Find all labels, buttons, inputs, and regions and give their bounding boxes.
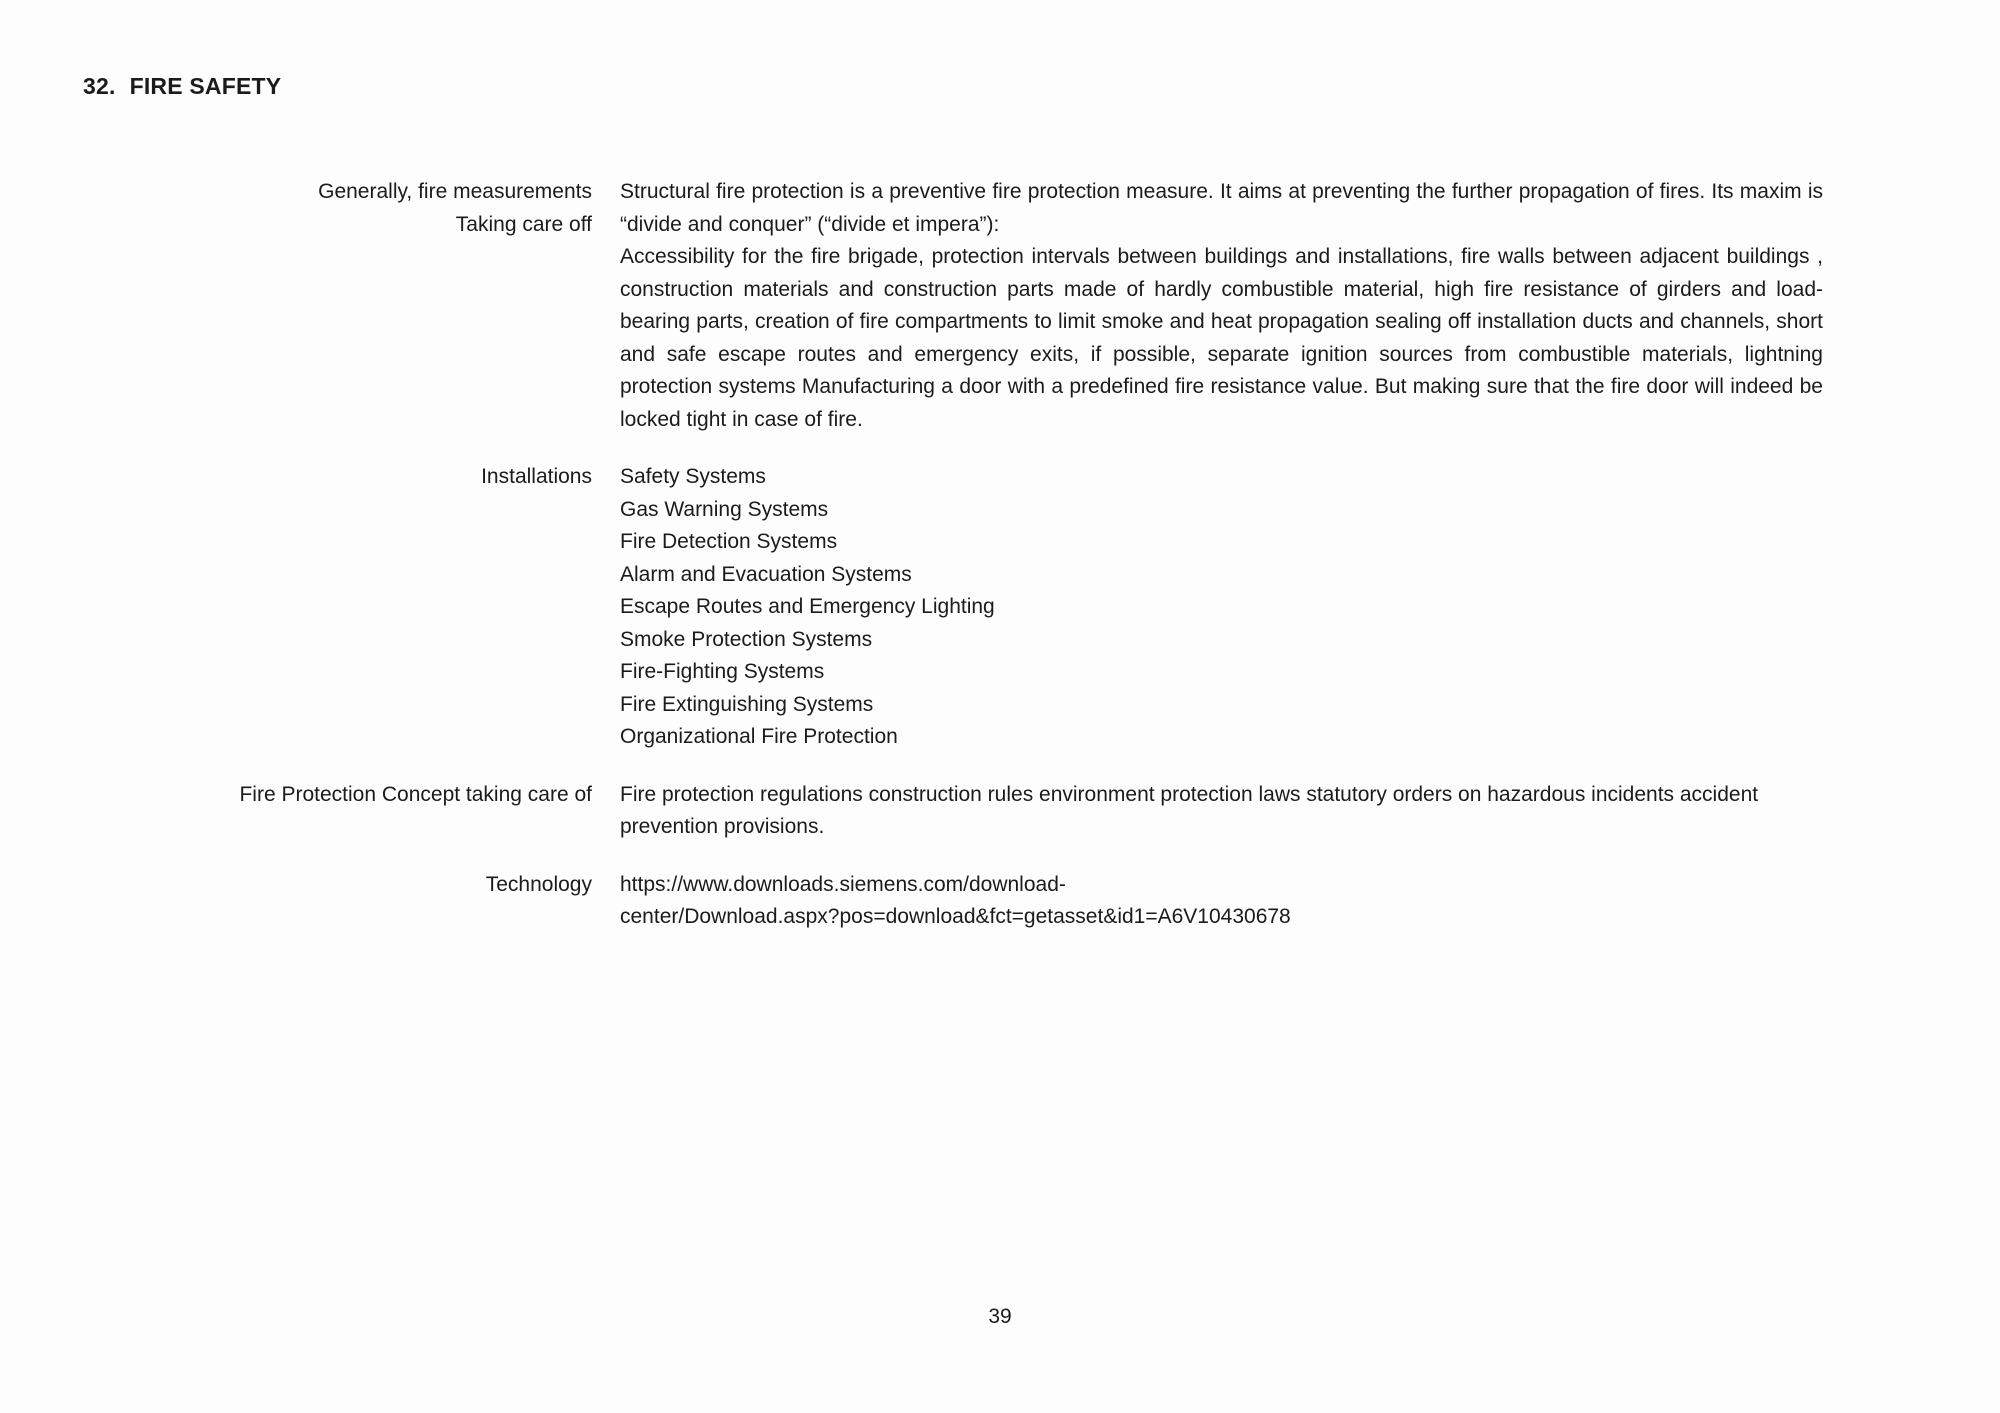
url-line[interactable]: https://www.downloads.siemens.com/download- xyxy=(620,872,1066,896)
section-content xyxy=(620,869,1823,934)
section-content xyxy=(620,779,1823,844)
paragraph-intro: Structural fire protection is a preventive fire protection measure. It aims at preventing the further propagation of fires. Its maxim is “divide and conquer” (“divide et impera”): xyxy=(620,180,1823,236)
paragraph xyxy=(620,176,1823,436)
list-item: Escape Routes and Emergency Lighting xyxy=(620,595,995,618)
list-item: Gas Warning Systems xyxy=(620,497,829,521)
list-item: Safety Systems xyxy=(620,465,766,488)
paragraph: Fire protection regulations construction rules environment protection laws statutory orders on hazardous incidents accident prevention provisions. xyxy=(620,782,1759,838)
list-item: Fire Extinguishing Systems xyxy=(620,692,874,716)
list-item: Fire Detection Systems xyxy=(620,530,838,553)
list-item: Alarm and Evacuation Systems xyxy=(620,562,912,586)
section-label xyxy=(0,176,592,241)
section-label-line: Generally, fire measurements xyxy=(318,180,592,203)
list-item: Fire-Fighting Systems xyxy=(620,660,825,683)
section-content xyxy=(620,176,1823,436)
document-body xyxy=(0,176,2000,934)
section-label-line: Installations xyxy=(481,465,592,488)
section-label xyxy=(0,779,592,812)
paragraph-body: Accessibility for the fire brigade, protection intervals between buildings and installations, fire walls between adjacent buildings , construction materials and construction parts made of hardly combustible material, high fire resistance of girders and load-bearing parts, creation of fire compartments to limit smoke and heat propagation sealing off installation ducts and channels, short and safe escape routes and emergency exits, if possible, separate ignition sources from combustible materials, lightning protection systems Manufacturing a door with a predefined fire resistance value. But making sure that the fire door will indeed be locked tight in case of fire. xyxy=(620,245,1823,431)
list-item: Organizational Fire Protection xyxy=(620,725,898,748)
page-title xyxy=(83,72,281,100)
section-label-line: Taking care off xyxy=(455,212,592,236)
url-line[interactable]: center/Download.aspx?pos=download&fct=getasset&id1=A6V10430678 xyxy=(620,905,1291,928)
download-url-link[interactable] xyxy=(620,869,1823,934)
section-fire-protection-concept xyxy=(0,779,2000,844)
section-label xyxy=(0,869,592,902)
section-label-line: Technology xyxy=(485,872,592,896)
section-number: 32. xyxy=(83,73,116,99)
section-content xyxy=(620,461,1823,754)
section-technology xyxy=(0,869,2000,934)
section-label xyxy=(0,461,592,494)
list-item: Smoke Protection Systems xyxy=(620,627,873,651)
page-number: 39 xyxy=(988,1305,1012,1328)
section-label-line: Fire Protection Concept taking care of xyxy=(239,782,592,806)
section-title: FIRE SAFETY xyxy=(129,73,282,99)
section-installations xyxy=(0,461,2000,754)
section-general-fire-measurements xyxy=(0,176,2000,436)
